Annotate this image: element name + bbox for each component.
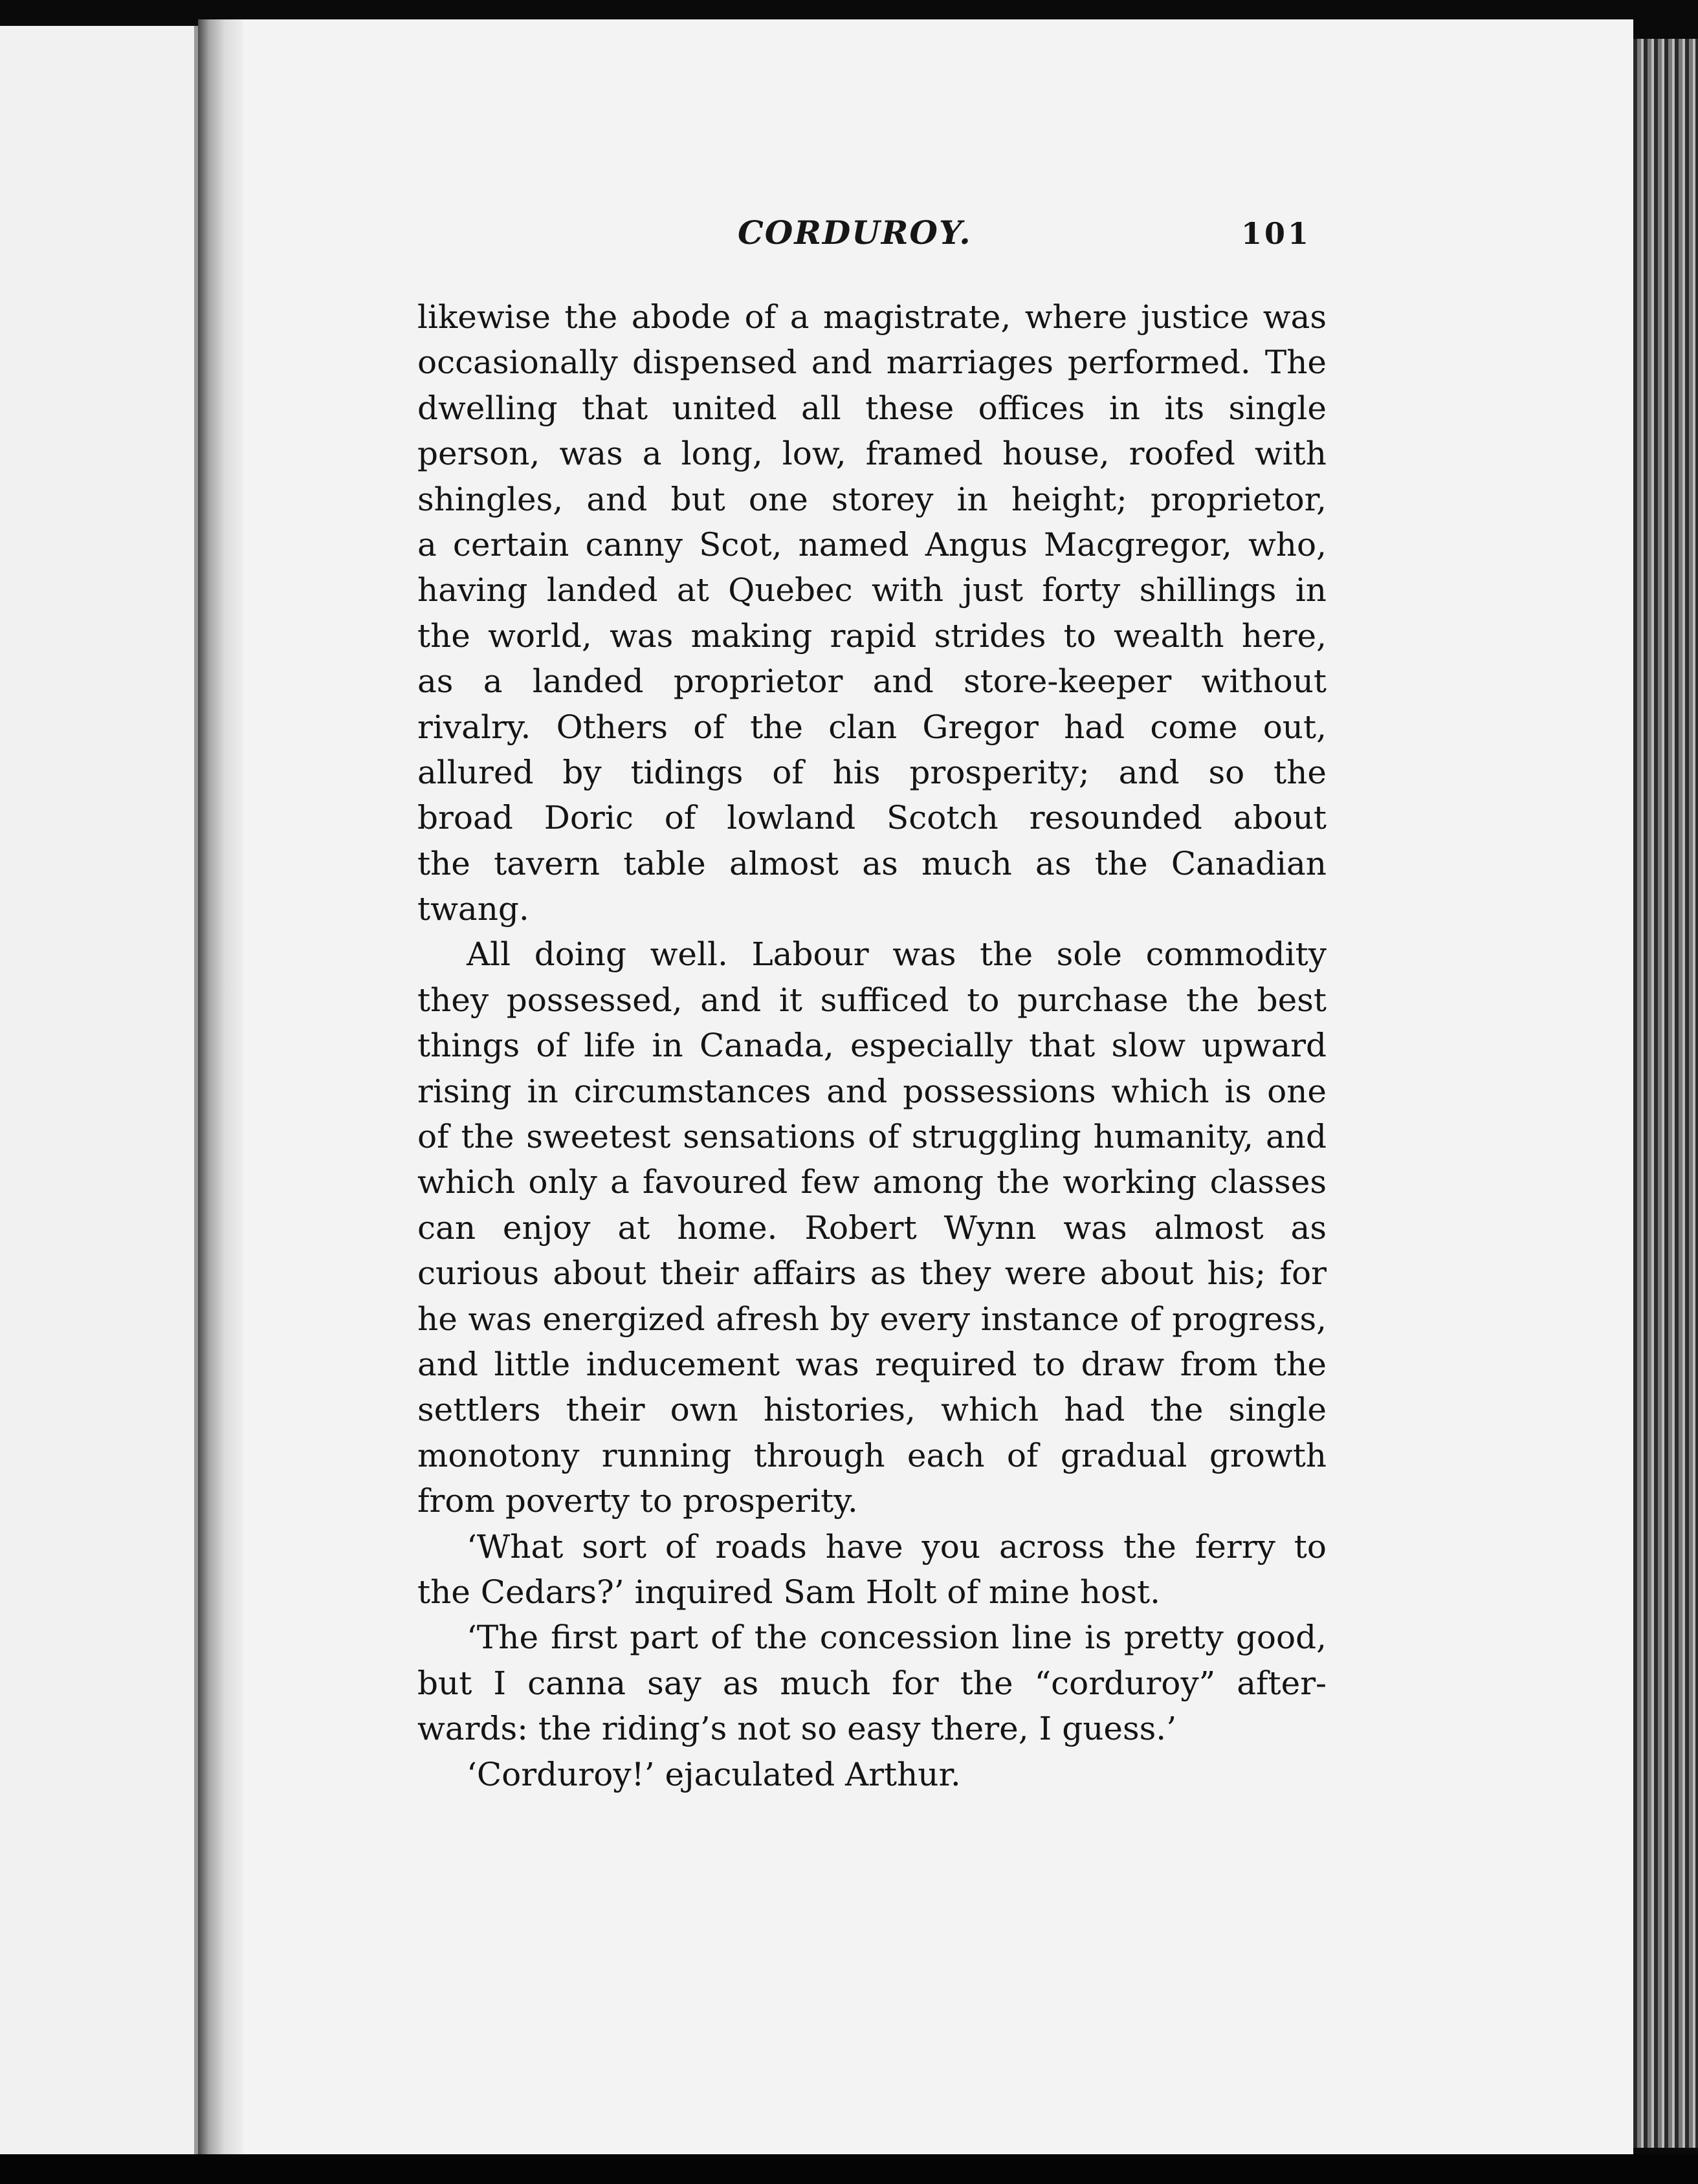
text-line: from poverty to prosperity.	[417, 1482, 858, 1520]
paragraph-2	[417, 932, 1327, 1523]
text-line: ‘Corduroy!’ ejaculated Arthur.	[467, 1755, 961, 1793]
text-line: ‘The first part of the concession line is pretty good,	[467, 1619, 1327, 1657]
text-line: having landed at Quebec with just forty shillings in	[417, 571, 1327, 609]
left-page-blank	[0, 26, 198, 2161]
text-line: they possessed, and it sufficed to purchase the best	[417, 981, 1327, 1019]
page-edges	[1633, 39, 1698, 2148]
text-line: allured by tidings of his prosperity; and so the	[417, 753, 1327, 791]
text-line: a certain canny Scot, named Angus Macgregor, who,	[417, 525, 1327, 563]
text-line: monotony running through each of gradual growth	[417, 1436, 1327, 1474]
text-line: All doing well. Labour was the sole commodity	[467, 935, 1327, 974]
paragraph-5	[417, 1752, 1327, 1797]
scan-bottom-border	[0, 2154, 1698, 2184]
text-line: the tavern table almost as much as the Canadian	[417, 844, 1327, 882]
text-line: twang.	[417, 890, 529, 928]
text-line: can enjoy at home. Robert Wynn was almost as	[417, 1208, 1327, 1247]
text-line: the Cedars?’ inquired Sam Holt of mine host.	[417, 1573, 1160, 1611]
paragraph-1	[417, 294, 1327, 932]
running-title: CORDUROY.	[738, 213, 972, 252]
text-line: wards: the riding’s not so easy there, I guess.’	[417, 1710, 1177, 1748]
body-text	[417, 294, 1327, 1797]
text-line: rising in circumstances and possessions which is one	[417, 1072, 1327, 1110]
text-line: settlers their own histories, which had the single	[417, 1391, 1327, 1429]
text-line: broad Doric of lowland Scotch resounded about	[417, 799, 1327, 837]
text-line: rivalry. Others of the clan Gregor had come out,	[417, 708, 1327, 746]
text-line: which only a favoured few among the working classes	[417, 1163, 1327, 1201]
text-line: likewise the abode of a magistrate, where justice was	[417, 298, 1327, 336]
text-line: curious about their affairs as they were about his; for	[417, 1254, 1327, 1293]
book-gutter	[198, 19, 243, 2167]
text-line: occasionally dispensed and marriages performed. The	[417, 344, 1327, 382]
paragraph-4	[417, 1615, 1327, 1751]
page-number: 101	[1240, 216, 1311, 251]
paragraph-3	[417, 1524, 1327, 1615]
text-line: things of life in Canada, especially that slow upward	[417, 1027, 1327, 1065]
text-line: the world, was making rapid strides to wealth here,	[417, 617, 1327, 655]
text-line: but I canna say as much for the “corduroy” after-	[417, 1664, 1327, 1702]
text-line: as a landed proprietor and store-keeper without	[417, 662, 1327, 701]
running-head	[738, 213, 1320, 265]
text-line: shingles, and but one storey in height; proprietor,	[417, 480, 1327, 518]
text-line: dwelling that united all these offices in its single	[417, 389, 1327, 427]
text-line: and little inducement was required to draw from the	[417, 1345, 1327, 1383]
text-line: of the sweetest sensations of struggling humanity, and	[417, 1118, 1327, 1156]
text-line: person, was a long, low, framed house, roofed with	[417, 435, 1327, 473]
text-line: ‘What sort of roads have you across the ferry to	[467, 1527, 1327, 1566]
text-line: he was energized afresh by every instance of progress,	[417, 1300, 1327, 1338]
